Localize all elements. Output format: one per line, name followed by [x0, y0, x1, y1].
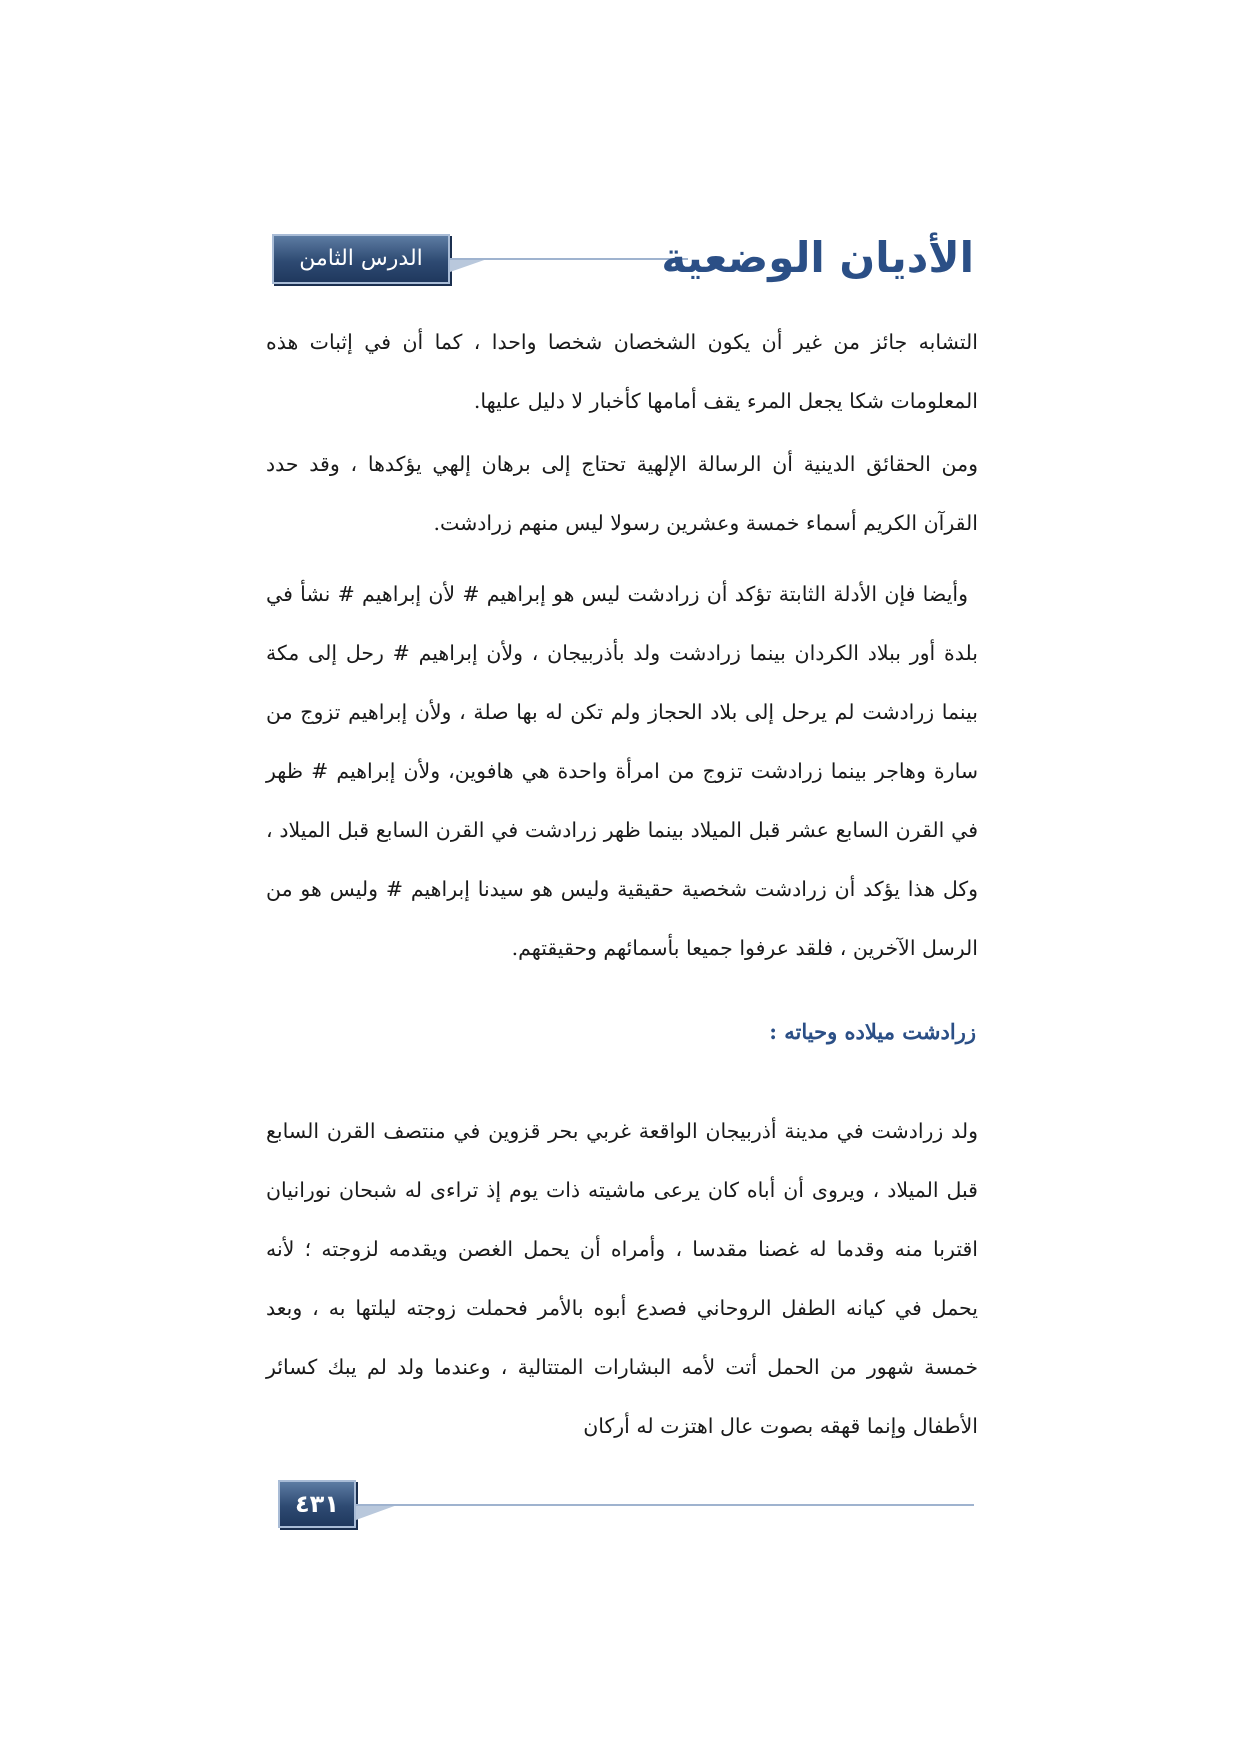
page-number: ٤٣١	[278, 1480, 356, 1528]
paragraph-3: وأيضا فإن الأدلة الثابتة تؤكد أن زرادشت ليس هو إبراهيم # لأن إبراهيم # نشأ في بلدة أور ببلاد الكردان بينما زرادشت ولد بأذربيجان ، ولأن إبراهيم # رحل إلى مكة بينما زرادشت لم يرحل إلى بلاد الحجاز ولم تكن له بها صلة ، ولأن إبراهيم تزوج من سارة وهاجر بينما زرادشت تزوج من امرأة واحدة هي هافوين، ولأن إبراهيم # ظهر في القرن السابع عشر قبل الميلاد بينما ظهر زرادشت في القرن السابع قبل الميلاد ، وكل هذا يؤكد أن زرادشت شخصية حقيقية وليس هو سيدنا إبراهيم # وليس هو من الرسل الآخرين ، فلقد عرفوا جميعا بأسمائهم وحقيقتهم.	[266, 582, 978, 960]
paragraph-2: ومن الحقائق الدينية أن الرسالة الإلهية تحتاج إلى برهان إلهي يؤكدها ، وقد حدد القرآن الكريم أسماء خمسة وعشرين رسولا ليس منهم زرادشت.	[266, 452, 978, 535]
paragraph-1: التشابه جائز من غير أن يكون الشخصان شخصا واحدا ، كما أن في إثبات هذه المعلومات شكا يجعل المرء يقف أمامها كأخبار لا دليل عليها.	[266, 330, 978, 413]
header-rule	[450, 258, 688, 260]
page-body	[266, 313, 978, 1456]
lesson-badge: الدرس الثامن عشر	[272, 234, 450, 284]
footer-rule	[356, 1504, 974, 1506]
section-paragraph: ولد زرادشت في مدينة أذربيجان الواقعة غربي بحر قزوين في منتصف القرن السابع قبل الميلاد ، ويروى أن أباه كان يرعى ماشيته ذات يوم إذ تراءى له شبحان نورانيان اقتربا منه وقدما له غصنا مقدسا ، وأمراه أن يحمل الغصن ويقدمه لزوجته ؛ لأنه يحمل في كيانه الطفل الروحاني فصدع أبوه بالأمر فحملت زوجته ليلتها به ، وبعد خمسة شهور من الحمل أتت لأمه البشارات المتتالية ، وعندما ولد لم يبك كسائر الأطفال وإنما قهقه بصوت عال اهتزت له أركان	[266, 1119, 978, 1438]
book-title: الأديان الوضعية	[661, 233, 974, 282]
footer-wedge-decoration	[356, 1504, 400, 1520]
section-heading: زرادشت ميلاده وحياته :	[769, 1019, 976, 1044]
page-footer	[272, 1480, 974, 1532]
header-wedge-decoration	[450, 258, 490, 272]
page-header	[272, 232, 974, 317]
